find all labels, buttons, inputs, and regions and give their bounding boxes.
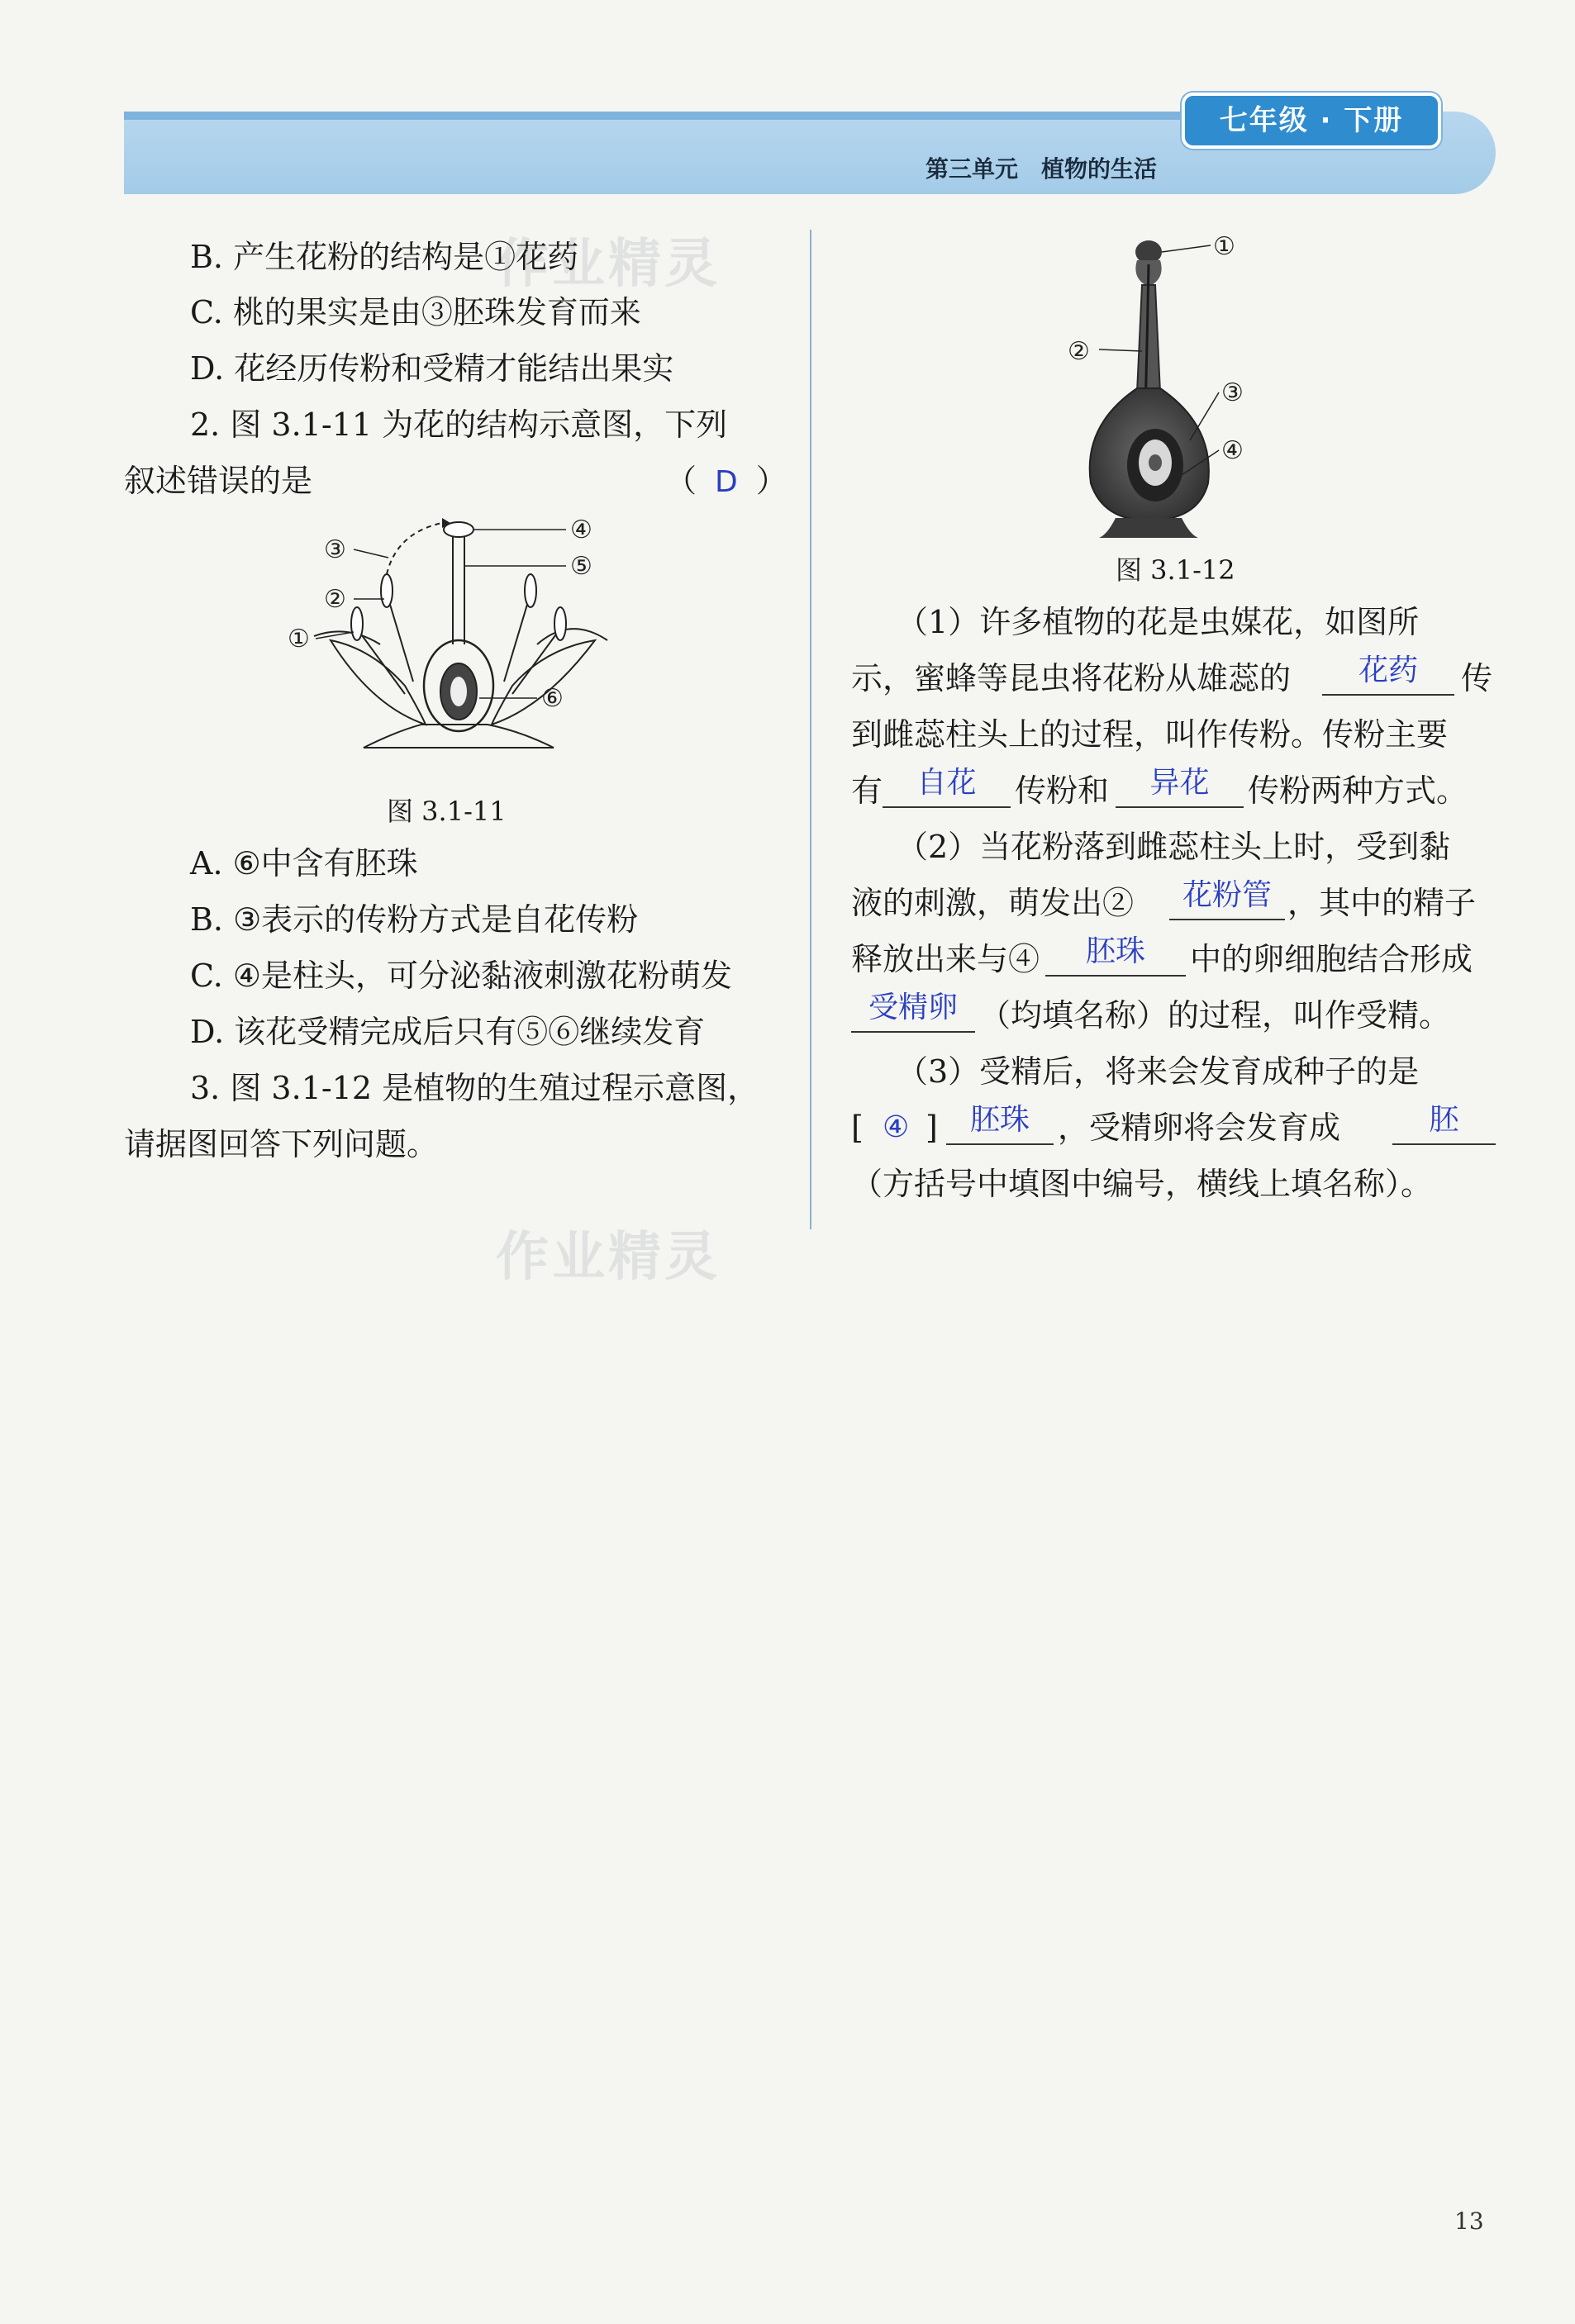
- q3-stem: 3. 图 3.1-12 是植物的生殖过程示意图，: [190, 1070, 759, 1106]
- fig1-label-3: ③: [324, 535, 346, 564]
- pistil-diagram: [1066, 227, 1281, 545]
- q2-option-b: B. ③表示的传粉方式是自花传粉: [190, 901, 639, 938]
- fig1-caption: 图 3.1-11: [387, 796, 507, 827]
- p1-line4-mid: 传粉和: [1015, 772, 1110, 809]
- q2-option-c: C. ④是柱头，可分泌黏液刺激花粉萌发: [190, 958, 732, 994]
- q2-stem-cont: 叙述错误的是: [124, 463, 313, 499]
- fig2-label-2: ②: [1068, 337, 1090, 366]
- p1-line3: 到雌蕊柱头上的过程，叫作传粉。传粉主要: [851, 716, 1449, 753]
- q3-stem-cont: 请据图回答下列问题。: [124, 1126, 439, 1162]
- answer-bracket-number: ④: [883, 1110, 910, 1144]
- flower-diagram: [281, 508, 628, 768]
- p3-line2-mid: ，受精卵将会发育成: [1058, 1110, 1341, 1146]
- p1-line2-pre: 示，蜜蜂等昆虫将花粉从雄蕊的: [851, 660, 1292, 696]
- p1-line4-post: 传粉两种方式。: [1248, 772, 1468, 809]
- p3-line1: （3）受精后，将来会发育成种子的是: [897, 1053, 1420, 1090]
- grade-badge: 七年级 · 下册: [1182, 93, 1441, 149]
- answer-blank-7: 胚珠: [946, 1102, 1054, 1145]
- p2-line4-post: （均填名称）的过程，叫作受精。: [979, 997, 1451, 1034]
- fig1-label-6: ⑥: [541, 684, 564, 713]
- p2-line1: （2）当花粉落到雌蕊柱头上时，受到黏: [897, 829, 1451, 865]
- answer-blank-1: 花药: [1322, 653, 1454, 696]
- fig2-label-4: ④: [1221, 436, 1244, 465]
- fig1-label-2: ②: [324, 585, 346, 614]
- q2-option-d: D. 该花受精完成后只有⑤⑥继续发育: [190, 1014, 706, 1050]
- p2-line2-pre: 液的刺激，萌发出②: [851, 885, 1135, 921]
- fig1-label-1: ①: [288, 625, 310, 653]
- q2-answer: D: [715, 465, 738, 499]
- p1-line2-post: 传: [1461, 660, 1493, 696]
- p1-line1: （1）许多植物的花是虫媒花，如图所: [897, 604, 1420, 640]
- q1-option-c: C. 桃的果实是由③胚珠发育而来: [190, 294, 641, 330]
- answer-blank-5: 胚珠: [1045, 934, 1186, 977]
- fig1-label-5: ⑤: [570, 552, 592, 581]
- answer-blank-2: 自花: [883, 765, 1011, 808]
- answer-blank-3: 异花: [1116, 765, 1244, 808]
- unit-title: 第三单元 植物的生活: [925, 155, 1158, 183]
- q2-stem: 2. 图 3.1-11 为花的结构示意图，下列: [190, 406, 728, 443]
- answer-blank-6: 受精卵: [851, 990, 975, 1033]
- page-number: 13: [1454, 2208, 1484, 2235]
- fig2-caption: 图 3.1-12: [1116, 554, 1235, 586]
- p2-line3-pre: 释放出来与④: [851, 941, 1040, 977]
- watermark: 作业精灵: [496, 1227, 721, 1288]
- p3-bracket-close: ]: [925, 1110, 938, 1146]
- fig2-label-1: ①: [1213, 232, 1235, 261]
- p3-bracket-open: [: [851, 1110, 864, 1146]
- q2-option-a: A. ⑥中含有胚珠: [190, 845, 418, 882]
- answer-blank-8: 胚: [1392, 1102, 1496, 1145]
- q2-answer-paren: （ D ）: [665, 463, 788, 499]
- p1-line4-pre: 有: [851, 772, 883, 809]
- q1-option-b: B. 产生花粉的结构是①花药: [190, 239, 579, 275]
- p2-line3-post: 中的卵细胞结合形成: [1190, 941, 1473, 977]
- p2-line2-post: ，其中的精子: [1287, 885, 1477, 921]
- watermark: 作业精灵: [496, 234, 721, 295]
- p3-line3: （方括号中填图中编号，横线上填名称）。: [851, 1166, 1433, 1202]
- column-divider: [810, 230, 811, 1229]
- fig2-label-3: ③: [1221, 378, 1244, 407]
- answer-blank-4: 花粉管: [1169, 877, 1285, 920]
- q1-option-d: D. 花经历传粉和受精才能结出果实: [190, 350, 674, 387]
- fig1-label-4: ④: [570, 516, 592, 544]
